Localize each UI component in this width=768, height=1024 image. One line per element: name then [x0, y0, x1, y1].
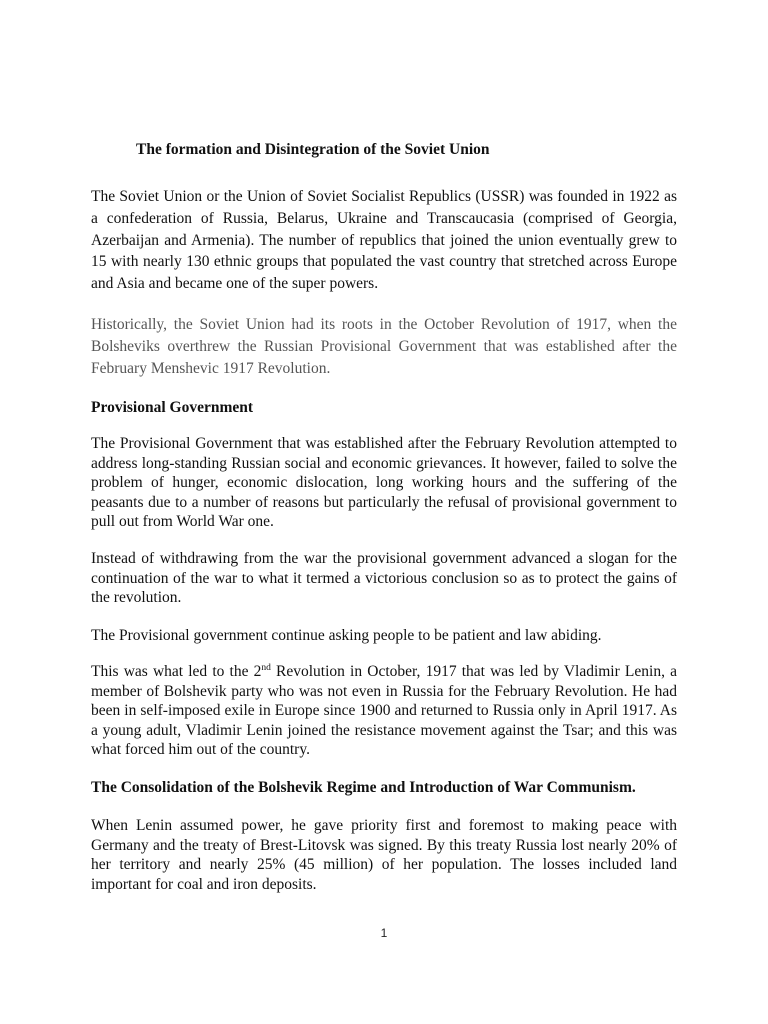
revolution-text-before: This was what led to the 2 [91, 663, 262, 680]
provisional-paragraph: The Provisional Government that was established after the February Revolution attempted to address long-standing Russian social and economic grievances. It however, failed to solve the problem of hunger, economic dislocation, long working hours and the suffering of the peasants due to a number of reasons but particularly the refusal of provisional government to pull out from World War one. [91, 435, 677, 531]
revolution-text-after: Revolution in October, 1917 that was led by Vladimir Lenin, a member of Bolshevik party who was not even in Russia for the February Revolution. He had been in self-imposed exile in Europe since 1900 and returned to Russia only in April 1917. As a young adult, Vladimir Lenin joined the resistance movement against the Tsar; and this was what forced him out of the country. [91, 663, 677, 759]
revolution-paragraph [91, 662, 677, 760]
document-title: The formation and Disintegration of the Soviet Union [136, 141, 490, 158]
war-continuation-paragraph: Instead of withdrawing from the war the provisional government advanced a slogan for the continuation of the war to what it termed a victorious conclusion so as to protect the gains of the revolution. [91, 550, 677, 607]
patience-paragraph: The Provisional government continue asking people to be patient and law abiding. [91, 627, 602, 644]
provisional-government-heading: Provisional Government [91, 399, 254, 416]
history-paragraph: Historically, the Soviet Union had its roots in the October Revolution of 1917, when the Bolsheviks overthrew the Russian Provisional Government that was established after the February Menshevic 1917 Revolution. [91, 316, 677, 377]
page-number: 1 [380, 926, 388, 940]
intro-paragraph: The Soviet Union or the Union of Soviet Socialist Republics (USSR) was founded in 1922 as a confederation of Russia, Belarus, Ukraine and Transcaucasia (comprised of Georgia, Azerbaijan and Armenia). The number of republics that joined the union eventually grew to 15 with nearly 130 ethnic groups that populated the vast country that stretched across Europe and Asia and became one of the super powers. [91, 188, 677, 293]
ordinal-superscript: nd [261, 663, 271, 673]
lenin-peace-paragraph: When Lenin assumed power, he gave priority first and foremost to making peace with Germany and the treaty of Brest-Litovsk was signed. By this treaty Russia lost nearly 20% of her territory and nearly 25% (45 million) of her population. The losses included land important for coal and iron deposits. [91, 817, 677, 893]
consolidation-heading: The Consolidation of the Bolshevik Regime and Introduction of War Communism. [91, 779, 636, 796]
